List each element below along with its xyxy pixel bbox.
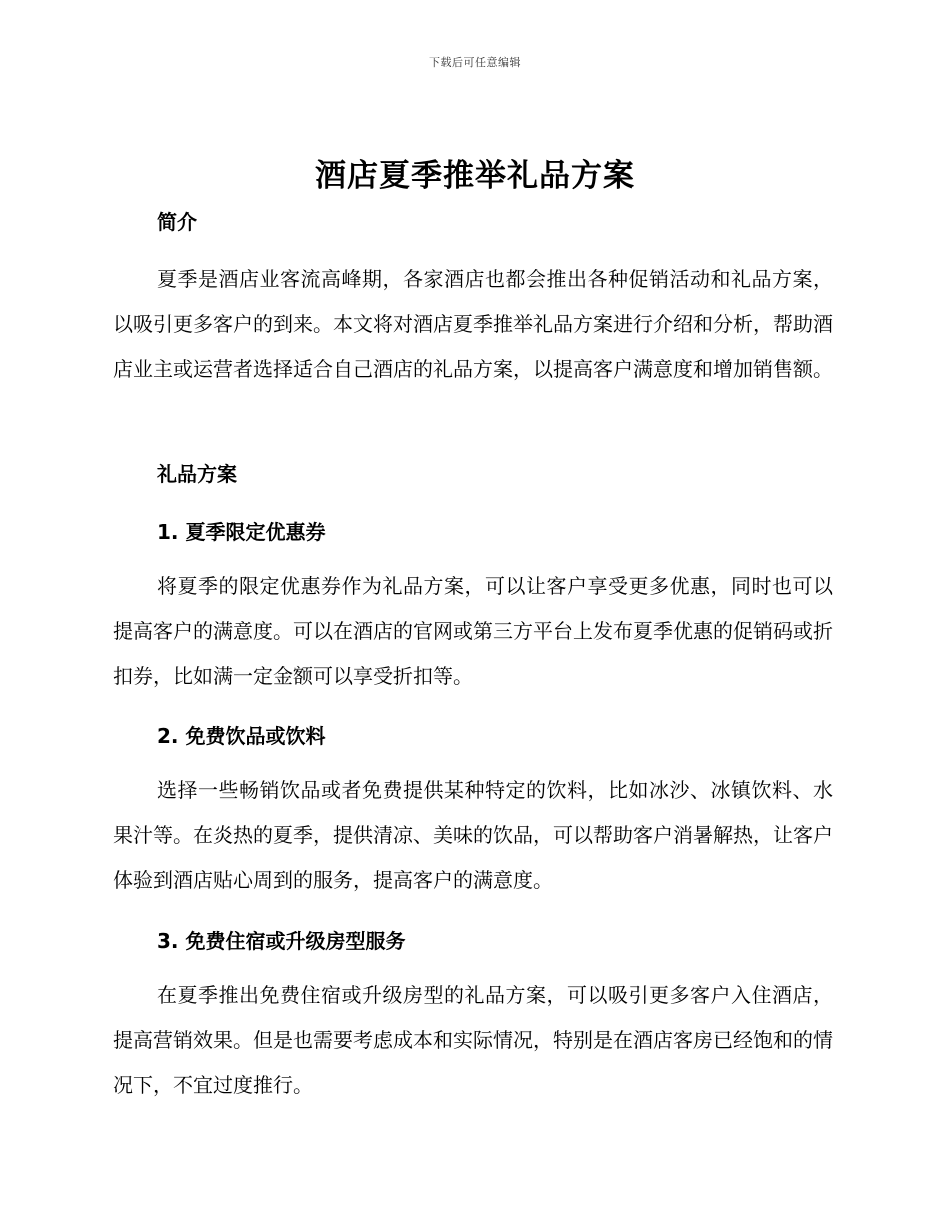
paragraph-accommodation: 在夏季推出免费住宿或升级房型的礼品方案，可以吸引更多客户入住酒店，提高营销效果。但是也需要考虑成本和实际情况，特别是在酒店客房已经饱和的情况下，不宜过度推行。 <box>113 983 833 1097</box>
paragraph-drinks: 选择一些畅销饮品或者免费提供某种特定的饮料，比如冰沙、冰镇饮料、水果汁等。在炎热的夏季，提供清凉、美味的饮品，可以帮助客户消暑解热，让客户体验到酒店贴心周到的服务，提高客户的满意度。 <box>113 778 833 892</box>
header-note: 下载后可任意编辑 <box>429 56 521 69</box>
section-heading-gift-plan: 礼品方案 <box>157 462 237 486</box>
subheading-accommodation: 3. 免费住宿或升级房型服务 <box>157 929 406 953</box>
page-title: 酒店夏季推举礼品方案 <box>315 158 635 194</box>
paragraph-intro: 夏季是酒店业客流高峰期，各家酒店也都会推出各种促销活动和礼品方案，以吸引更多客户的到来。本文将对酒店夏季推举礼品方案进行介绍和分析，帮助酒店业主或运营者选择适合自己酒店的礼品方案，以提高客户满意度和增加销售额。 <box>113 267 833 381</box>
subheading-coupon: 1. 夏季限定优惠券 <box>157 520 326 544</box>
paragraph-coupon: 将夏季的限定优惠券作为礼品方案，可以让客户享受更多优惠，同时也可以提高客户的满意度。可以在酒店的官网或第三方平台上发布夏季优惠的促销码或折扣券，比如满一定金额可以享受折扣等。 <box>113 574 833 688</box>
subheading-drinks: 2. 免费饮品或饮料 <box>157 724 326 748</box>
section-heading-intro: 简介 <box>157 210 197 234</box>
